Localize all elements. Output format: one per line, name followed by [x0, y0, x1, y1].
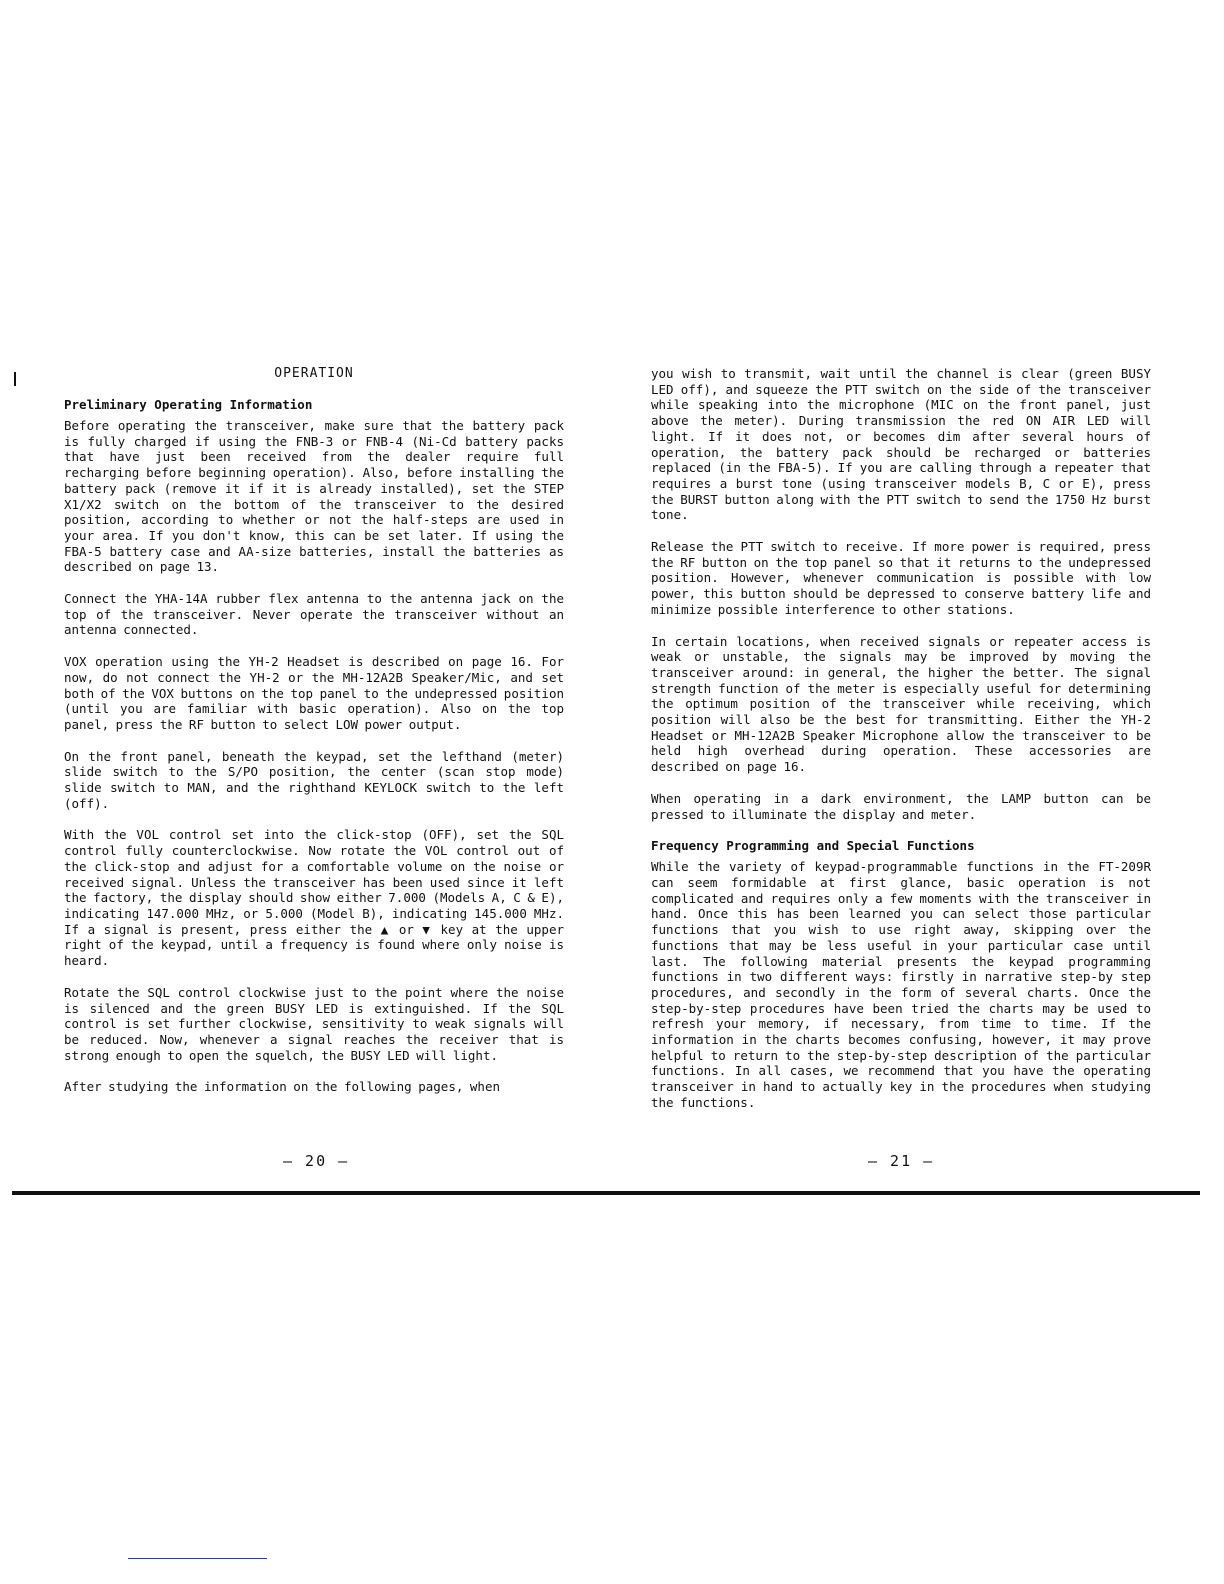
- page-number-left: — 20 —: [283, 1152, 350, 1170]
- left-page: [64, 366, 564, 1111]
- paragraph: In certain locations, when received signals or repeater access is weak or unstable, the signals may be improved by moving the transceiver around: in general, the higher the better. The signal strength function of the meter is especially useful for determining the optimum position of the transceiver while receiving, which position will also be the best for transmitting. Either the YH-2 Headset or MH-12A2B Speaker Microphone allow the transceiver to be held high overhead during operation. These accessories are described on page 16.: [651, 633, 1151, 775]
- paragraph: After studying the information on the following pages, when: [64, 1079, 501, 1095]
- paragraph: you wish to transmit, wait until the channel is clear (green BUSY LED off), and squeeze the PTT switch on the side of the transceiver while speaking into the microphone (MIC on the front panel, just above the meter). During transmission the red ON AIR LED will light. If it does not, or becomes dim after several hours of operation, the battery pack should be recharged or batteries replaced (in the FBA-5). If you are calling through a repeater that requires a burst tone (using transceiver models B, C or E), press the BURST button along with the PTT switch to send the 1750 Hz burst tone.: [651, 366, 1151, 523]
- bottom-link-rule: [128, 1558, 267, 1559]
- page-number-right: — 21 —: [868, 1152, 935, 1170]
- paragraph: While the variety of keypad-programmable functions in the FT-209R can seem formidable at first glance, basic operation is not complicated and requires only a few moments with the transceiver in hand. Once this has been learned you can select those particular functions that you wish to use right away, skipping over the functions that may be less useful in your particular case until last. The following material presents the keypad programming functions in two different ways: firstly in narrative step-by step procedures, and secondly in the form of several charts. Once the step-by-step procedures have been tried the charts may be used to refresh your memory, if necessary, from time to time. If the information in the charts becomes confusing, however, it may prove helpful to return to the step-by-step description of the particular functions. In all cases, we recommend that you have the operating transceiver in hand to actually key in the procedures when studying the functions.: [651, 859, 1151, 1110]
- paragraph: When operating in a dark environment, the LAMP button can be pressed to illuminate the display and meter.: [651, 790, 1151, 822]
- paragraph: On the front panel, beneath the keypad, set the lefthand (meter) slide switch to the S/PO position, the center (scan stop mode) slide switch to MAN, and the righthand KEYLOCK switch to the left (off).: [64, 748, 564, 811]
- page-edge-mark: [14, 372, 16, 386]
- bottom-rule: [12, 1191, 1200, 1195]
- section-title: OPERATION: [274, 366, 354, 381]
- paragraph: Connect the YHA-14A rubber flex antenna to the antenna jack on the top of the transceiver. Never operate the transceiver without an antenna connected.: [64, 591, 564, 638]
- paragraph: Release the PTT switch to receive. If more power is required, press the RF button on the top panel so that it returns to the undepressed position. However, whenever communication is possible with low power, this button should be depressed to conserve battery life and minimize possible interference to other stations.: [651, 539, 1151, 617]
- paragraph: With the VOL control set into the click-stop (OFF), set the SQL control fully counterclockwise. Now rotate the VOL control out of the click-stop and adjust for a comfortable volume on the noise or received signal. Unless the transceiver has been used since it left the factory, the display should show either 7.000 (Models A, C & E), indicating 147.000 MHz, or 5.000 (Model B), indicating 145.000 MHz. If a signal is present, press either the ▲ or ▼ key at the upper right of the keypad, until a frequency is found where only noise is heard.: [64, 827, 564, 969]
- paragraph: Before operating the transceiver, make sure that the battery pack is fully charged if using the FNB-3 or FNB-4 (Ni-Cd battery packs that have just been received from the dealer require full recharging before beginning operation). Also, before installing the battery pack (remove it if it is already installed), set the STEP X1/X2 switch on the bottom of the transceiver to the desired position, according to whether or not the half-steps are used in your area. If you don't know, this can be set later. If using the FBA-5 battery case and AA-size batteries, install the batteries as described on page 13.: [64, 418, 564, 575]
- heading-preliminary: Preliminary Operating Information: [64, 397, 313, 412]
- right-page: [651, 366, 1151, 1127]
- paragraph: VOX operation using the YH-2 Headset is described on page 16. For now, do not connect the YH-2 or the MH-12A2B Speaker/Mic, and set both of the VOX buttons on the top panel to the undepressed position (until you are familiar with basic operation). Also on the top panel, press the RF button to select LOW power output.: [64, 654, 564, 732]
- paragraph: Rotate the SQL control clockwise just to the point where the noise is silenced and the green BUSY LED is extinguished. If the SQL control is set further clockwise, sensitivity to weak signals will be reduced. Now, whenever a signal reaches the receiver that is strong enough to open the squelch, the BUSY LED will light.: [64, 984, 564, 1063]
- heading-frequency-programming: Frequency Programming and Special Functions: [651, 838, 975, 854]
